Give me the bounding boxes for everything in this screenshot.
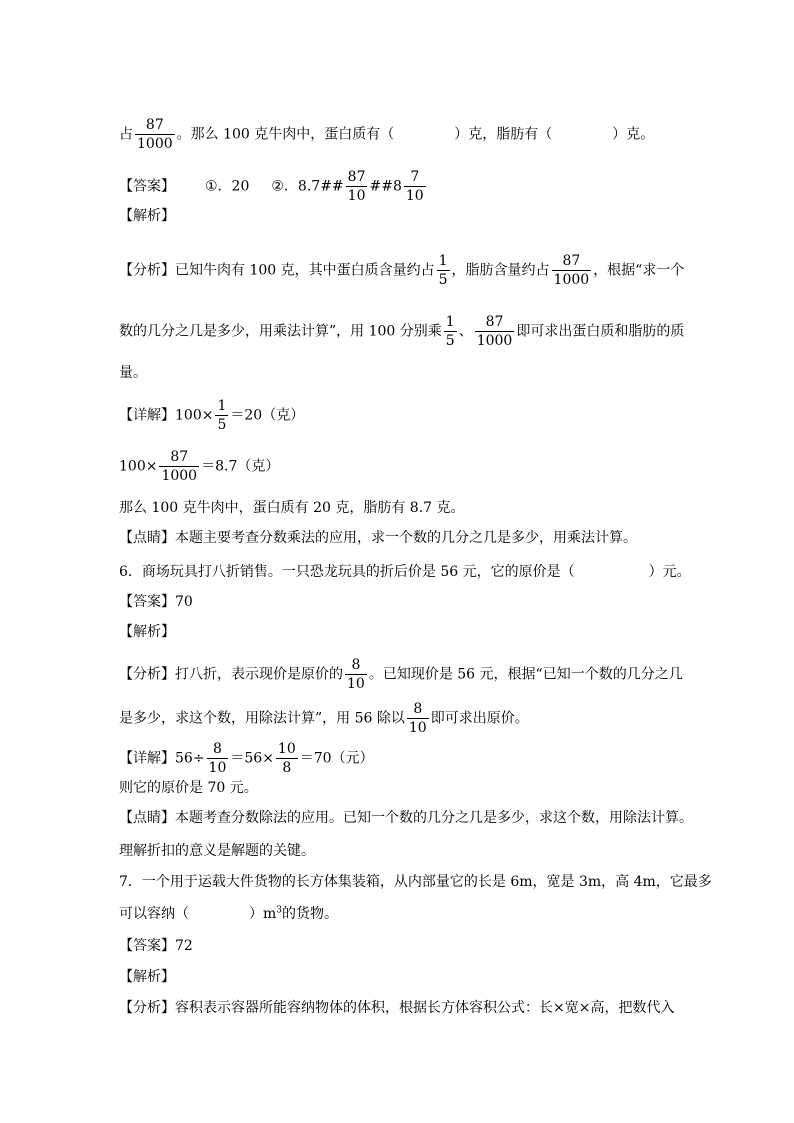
fraction: $\frac{87}{1000}$ [137,117,173,152]
fraction: $\frac{87}{1000}$ [161,449,198,484]
fraction: $\frac{87}{10}$ [347,169,366,204]
line-9: 那么 100 克牛肉中，蛋白质有 20 克，脂肪有 8.7 克。 [119,500,465,516]
line-17: 则它的原价是 70 元。 [119,780,258,796]
line-18: 【点睛】本题考查分数除法的应用。已知一个数的几分之几是多少，求这个数，用除法计算。 [119,810,693,826]
line-3 [119,205,175,227]
answer-tag: 【答案】 [119,178,175,195]
fraction: $\frac{10}{8}$ [277,741,296,776]
line-6: 量。 [119,365,147,381]
fraction: $\frac{87}{1000}$ [476,314,513,349]
fraction: $\frac{7}{10}$ [405,169,424,204]
line-24: 【分析】容积表示容器所能容纳物体的体积，根据长方体容积公式：长×宽×高，把数代入 [119,1000,675,1016]
line-2: 【答案】 ①．20 ②．8.7## $\frac{87}{10}$ ##8 $\frac{7}{10}$ [119,169,424,204]
line-14: 【分析】打八折，表示现价是原价的 $\frac{8}{10}$ 。已知现价是 56 元，根据“已知一个数的几分之几 [119,657,683,692]
line-15: 是多少，求这个数，用除法计算”，用 56 除以 $\frac{8}{10}$ 即可求出原价。 [119,701,529,736]
fraction: $\frac{8}{10}$ [208,741,227,776]
line-4: 【分析】已知牛肉有 100 克，其中蛋白质含量约占 $\frac{1}{5}$ ，脂肪含量约占 $\frac{87}{1000}$ ，根据“求一个 [119,253,685,288]
line-22: 【答案】72 [119,938,193,954]
analysis-tag: 【解析】 [119,208,175,224]
line-11: 6．商场玩具打八折销售。一只恐龙玩具的折后价是 56 元，它的原价是（ ）元。 [119,564,691,580]
line-7: 【详解】100× $\frac{1}{5}$ ＝20（克） [119,398,305,433]
fraction: $\frac{1}{5}$ [217,398,227,433]
fraction: $\frac{8}{10}$ [408,701,427,736]
line-19: 理解折扣的意义是解题的关键。 [119,843,315,859]
line-1: 占 $\frac{87}{1000}$ 。那么 100 克牛肉中，蛋白质有（ ）克，脂肪有（ ）克。 [119,117,655,152]
fraction: $\frac{1}{5}$ [438,253,448,288]
line-8: 100× $\frac{87}{1000}$ ＝8.7（克） [119,449,280,484]
line-21: 可以容纳（ ）$m^3$的货物。 [119,905,339,922]
fraction: $\frac{8}{10}$ [347,657,365,692]
line-10: 【点睛】本题主要考查分数乘法的应用，求一个数的几分之几是多少，用乘法计算。 [119,530,637,546]
line-20: 7．一个用于运载大件货物的长方体集装箱，从内部量它的长是 6m，宽是 3m，高 4m，它最多 [119,874,712,890]
fraction: $\frac{1}{5}$ [445,314,455,349]
line-23: 【解析】 [119,969,175,985]
fraction: $\frac{87}{1000}$ [553,253,590,288]
line-5: 数的几分之几是多少，用乘法计算”，用 100 分别乘 $\frac{1}{5}$ 、 $\frac{87}{1000}$ 即可求出蛋白质和脂肪的质 [119,314,685,349]
line-16: 【详解】56÷ $\frac{8}{10}$ ＝56× $\frac{10}{8}$ ＝70（元） [119,741,374,776]
line-13: 【解析】 [119,624,175,640]
line-12: 【答案】70 [119,594,193,610]
